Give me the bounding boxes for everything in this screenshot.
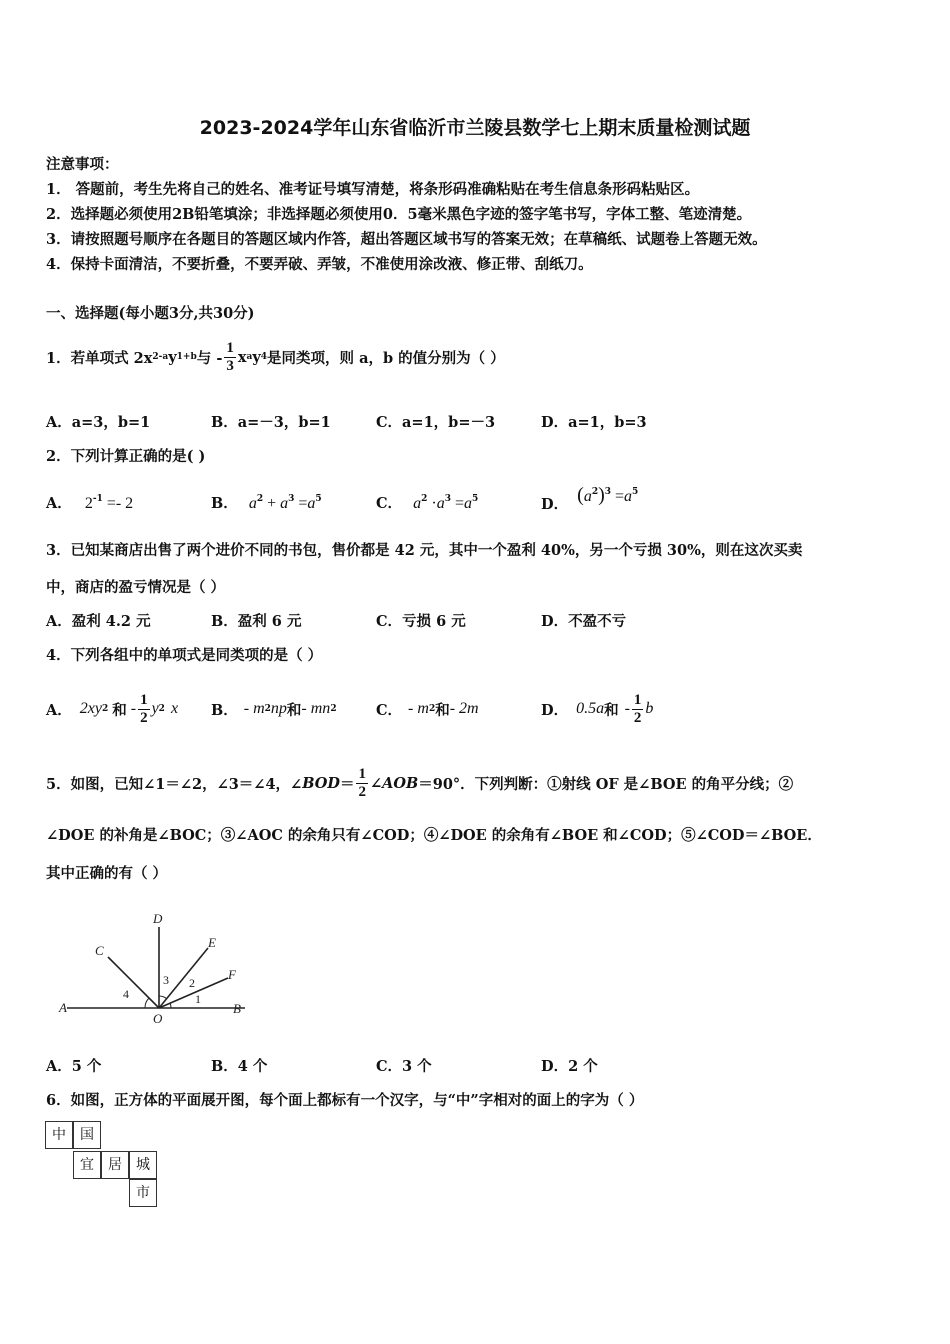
notice-item-4: 4．保持卡面清洁，不要折叠，不要弄破、弄皱，不准使用涂改液、修正带、刮纸刀。 xyxy=(46,256,593,273)
q5-l1a: 5．如图，已知∠1＝∠2，∠3＝∠4，∠ xyxy=(46,775,303,793)
q5-option-a: A．5 个 xyxy=(46,1058,102,1075)
q2-label-c: C． xyxy=(376,495,403,512)
q1-option-d: D．a=1，b=3 xyxy=(541,414,647,431)
q4-a-y: y xyxy=(151,700,159,717)
q4-option-d xyxy=(541,680,653,738)
q4-a-and: 和 xyxy=(112,701,127,719)
q2-d-e2: 3 xyxy=(604,487,612,497)
angle-label-4: 4 xyxy=(123,987,129,1001)
q2-d-t3: a xyxy=(624,488,633,505)
question-5-line1 xyxy=(46,757,793,809)
net-cell-yi: 宜 xyxy=(73,1151,101,1179)
q5-num: 1 xyxy=(358,765,366,782)
notice-item-2: 2．选择题必须使用2B铅笔填涂；非选择题必须使用0．5毫米黑色字迹的签字笔书写，字体工整、笔迹清楚。 xyxy=(46,206,752,223)
question-4-stem: 4．下列各组中的单项式是同类项的是（ ） xyxy=(46,647,323,664)
q5-option-b: B．4 个 xyxy=(211,1058,268,1075)
q4-c-t1: - m xyxy=(408,700,429,717)
label-d: D xyxy=(153,911,163,926)
q2-option-b xyxy=(211,492,322,513)
q4-b-t3: - mn xyxy=(301,700,331,717)
q4-a-t1: 2xy xyxy=(79,700,102,717)
q2-c-t2: a xyxy=(436,495,445,512)
q4-a-fraction xyxy=(138,692,150,727)
q2-a-exp: -1 xyxy=(92,494,103,504)
q4-label-c: C． xyxy=(376,701,403,719)
q4-c-t2: - 2m xyxy=(449,700,479,717)
question-2-stem: 2．下列计算正确的是( ) xyxy=(46,448,206,465)
angle-label-3: 3 xyxy=(163,973,169,987)
section-heading: 一、选择题(每小题3分,共30分) xyxy=(46,305,255,322)
q1-option-c: C．a=1，b=－3 xyxy=(376,414,496,431)
q2-c-e3: 5 xyxy=(472,494,479,504)
q1-fraction xyxy=(224,340,236,375)
q2-d-e3: 5 xyxy=(632,487,639,497)
q2-c-eq: = xyxy=(450,495,464,512)
q4-option-a: A． 2xy 2 和 - $\frac{1}{2}$ y 2 x xyxy=(46,691,179,726)
q3-option-d: D．不盈不亏 xyxy=(541,613,627,630)
q5-l1c: ＝ xyxy=(339,775,355,793)
question-1-stem: 1．若单项式 2x 2-a y 1+b 与 - $\frac{1}{3}$ x a y 4 是同类项，则 a，b 的值分别为（ ） xyxy=(46,339,505,374)
q2-a-rest: =- 2 xyxy=(102,495,134,512)
q2-c-t1: a xyxy=(413,495,422,512)
q5-l1d: ∠ xyxy=(369,774,383,792)
q1-tail-y: y xyxy=(252,348,261,366)
q1-tail-x: x xyxy=(237,348,247,366)
q2-b-t1: a xyxy=(248,495,257,512)
q1-suffix: 是同类项，则 a，b 的值分别为（ ） xyxy=(267,349,505,367)
q2-c-op: · xyxy=(427,495,437,512)
q2-b-e2: 3 xyxy=(288,494,295,504)
q4-d-num: 1 xyxy=(633,691,642,708)
q2-d-e1: 2 xyxy=(591,487,599,497)
q2-c-t3: a xyxy=(464,495,472,512)
q5-option-d: D．2 个 xyxy=(541,1058,598,1075)
q2-label-b: B． xyxy=(211,495,238,512)
net-cell-shi: 市 xyxy=(129,1179,157,1207)
label-o: O xyxy=(153,1011,163,1026)
q5-l1b: BOD xyxy=(302,774,340,792)
page-title: 2023-2024学年山东省临沂市兰陵县数学七上期末质量检测试题 xyxy=(199,117,751,139)
q4-b-t2: np xyxy=(270,700,287,717)
label-f: F xyxy=(228,967,236,982)
q2-a-base: 2 xyxy=(84,495,93,512)
net-cell-cheng: 城 xyxy=(129,1151,157,1179)
q4-option-c: C． - m 2 和 - 2m xyxy=(376,700,479,719)
q4-d-den: 2 xyxy=(633,709,642,726)
q4-label-b: B． xyxy=(211,701,238,719)
q3-option-b: B．盈利 6 元 xyxy=(211,613,302,630)
q5-option-c: C．3 个 xyxy=(376,1058,432,1075)
angle-figure xyxy=(55,905,270,1030)
notice-heading: 注意事项： xyxy=(46,156,119,173)
q2-label-a: A． xyxy=(46,495,72,512)
q5-l1e: AOB xyxy=(382,774,419,792)
q4-label-d: D． xyxy=(541,701,569,719)
net-cell-guo: 国 xyxy=(73,1121,101,1149)
label-c: C xyxy=(95,943,104,958)
q2-d-t1: a xyxy=(583,488,592,505)
q2-option-c xyxy=(376,492,478,513)
q5-fraction xyxy=(356,766,368,801)
q4-b-and: 和 xyxy=(286,701,302,719)
q1-conn: 与 - xyxy=(196,349,223,367)
q4-a-den: 2 xyxy=(140,709,148,726)
q2-label-d: D． xyxy=(541,496,569,513)
q2-d-close: ) xyxy=(598,484,605,506)
q4-a-neg: - xyxy=(130,700,137,717)
angle-label-2: 2 xyxy=(189,976,195,990)
q1-option-a: A．a=3，b=1 xyxy=(46,414,151,431)
label-e: E xyxy=(208,935,216,950)
q2-c-e1: 2 xyxy=(421,494,428,504)
notice-item-3: 3．请按照题号顺序在各题目的答题区域内作答，超出答题区域书写的答案无效；在草稿纸、试题卷上答题无效。 xyxy=(46,231,767,248)
q4-option-b: B． - m 2 np 和 - mn 2 xyxy=(211,700,337,719)
q4-d-and: 和 xyxy=(604,701,619,719)
q2-b-op: + xyxy=(263,495,281,512)
q2-option-d xyxy=(541,484,639,513)
q2-d-open: ( xyxy=(577,484,584,506)
notice-item-1: 1． 答题前，考生先将自己的姓名、准考证号填写清楚，将条形码准确粘贴在考生信息条形码粘贴区。 xyxy=(46,181,700,198)
q4-d-t1: 0.5a xyxy=(576,700,605,717)
angle-label-1: 1 xyxy=(195,992,201,1006)
q1-option-b: B．a=－3，b=1 xyxy=(211,414,331,431)
q1-frac-den: 3 xyxy=(226,357,234,374)
q2-c-e2: 3 xyxy=(444,494,451,504)
q1-mid: y xyxy=(168,348,177,366)
cube-net xyxy=(45,1121,160,1211)
q1-frac-num: 1 xyxy=(226,339,234,356)
q5-l1f: ＝90°．下列判断：①射线 OF 是∠BOE 的角平分线；② xyxy=(418,775,794,793)
q2-b-t2: a xyxy=(280,495,289,512)
question-5-line2: ∠DOE 的补角是∠BOC；③∠AOC 的余角只有∠COD；④∠DOE 的余角有∠BOE 和∠COD；⑤∠COD＝∠BOE． xyxy=(46,827,822,844)
q5-den: 2 xyxy=(358,783,366,800)
q2-b-e1: 2 xyxy=(256,494,264,504)
q4-d-b: b xyxy=(645,700,654,717)
net-cell-ju: 居 xyxy=(101,1151,129,1179)
question-3-line2: 中，商店的盈亏情况是（ ） xyxy=(46,579,226,596)
arc-4 xyxy=(145,998,149,1008)
q2-b-t3: a xyxy=(307,495,316,512)
q4-label-a: A． xyxy=(46,701,72,719)
q4-b-t1: - m xyxy=(243,700,265,717)
q2-b-eq: = xyxy=(294,495,308,512)
q3-option-a: A．盈利 4.2 元 xyxy=(46,613,151,630)
question-5-line3: 其中正确的有（ ） xyxy=(46,865,168,882)
q4-a-x: x xyxy=(170,700,179,717)
q3-option-c: C．亏损 6 元 xyxy=(376,613,466,630)
q4-d-neg: - xyxy=(624,700,630,717)
q4-d-fraction xyxy=(632,692,644,727)
question-6-stem: 6．如图，正方体的平面展开图，每个面上都标有一个汉字，与“中”字相对的面上的字为（ ） xyxy=(46,1092,644,1109)
q2-b-e3: 5 xyxy=(315,494,322,504)
label-b: B xyxy=(233,1001,241,1016)
q4-a-num: 1 xyxy=(140,691,148,708)
net-cell-zhong: 中 xyxy=(45,1121,73,1149)
ray-oc xyxy=(108,957,159,1008)
q1-prefix: 1．若单项式 2x xyxy=(46,349,153,367)
q4-c-and: 和 xyxy=(435,701,450,719)
label-a: A xyxy=(59,1000,67,1015)
q2-d-eq: = xyxy=(611,488,625,505)
question-3-line1: 3．已知某商店出售了两个进价不同的书包，售价都是 42 元，其中一个盈利 40%，另一个亏损 30%，则在这次买卖 xyxy=(46,542,803,559)
arc-3 xyxy=(159,996,167,999)
q2-option-a xyxy=(46,492,133,513)
